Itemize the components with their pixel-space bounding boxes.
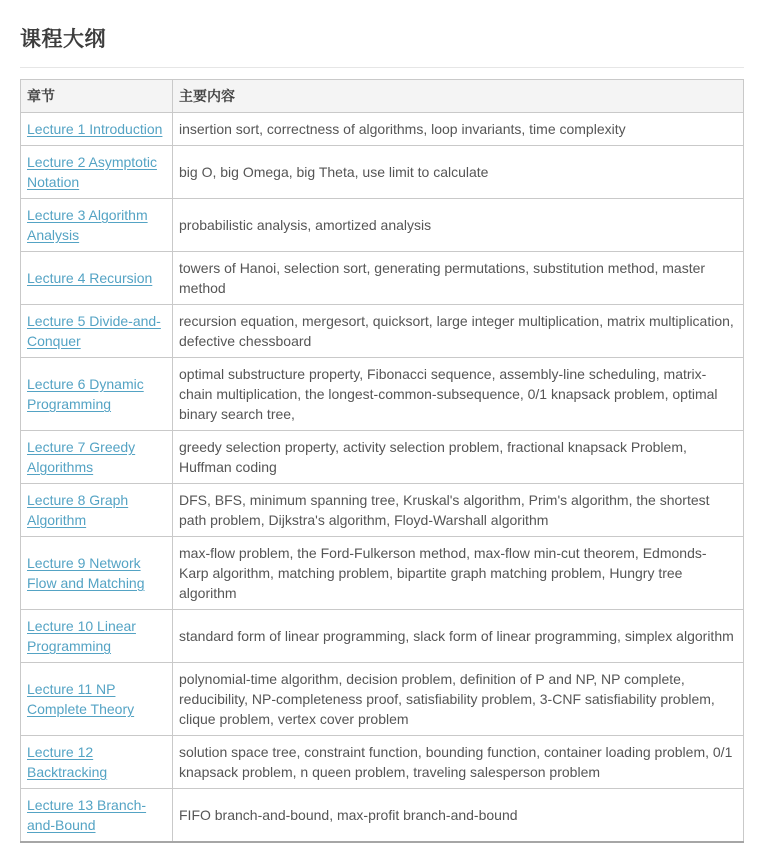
table-header-row xyxy=(21,80,744,113)
chapter-cell xyxy=(21,252,173,305)
column-header-content: 主要内容 xyxy=(173,80,744,113)
chapter-cell xyxy=(21,537,173,610)
content-cell: big O, big Omega, big Theta, use limit to calculate xyxy=(173,146,744,199)
chapter-cell xyxy=(21,789,173,843)
table-row xyxy=(21,113,744,146)
title-divider xyxy=(20,67,744,68)
lecture-link[interactable]: Lecture 12 Backtracking xyxy=(27,744,108,780)
chapter-cell xyxy=(21,736,173,789)
lecture-link[interactable]: Lecture 1 Introduction xyxy=(27,121,163,137)
content-cell: solution space tree, constraint function, bounding function, container loading problem, 0/1 knapsack problem, n queen problem, traveling salesperson problem xyxy=(173,736,744,789)
chapter-cell xyxy=(21,610,173,663)
chapter-cell xyxy=(21,358,173,431)
content-cell: greedy selection property, activity selection problem, fractional knapsack Problem, Huffman coding xyxy=(173,431,744,484)
table-row xyxy=(21,663,744,736)
table-row xyxy=(21,789,744,843)
content-cell: towers of Hanoi, selection sort, generating permutations, substitution method, master method xyxy=(173,252,744,305)
content-cell: DFS, BFS, minimum spanning tree, Kruskal's algorithm, Prim's algorithm, the shortest path problem, Dijkstra's algorithm, Floyd-Warshall algorithm xyxy=(173,484,744,537)
table-row xyxy=(21,610,744,663)
lecture-link[interactable]: Lecture 6 Dynamic Programming xyxy=(27,376,144,412)
table-row xyxy=(21,358,744,431)
lecture-link[interactable]: Lecture 10 Linear Programming xyxy=(27,618,136,654)
table-row xyxy=(21,199,744,252)
chapter-cell xyxy=(21,199,173,252)
content-cell: standard form of linear programming, slack form of linear programming, simplex algorithm xyxy=(173,610,744,663)
table-row xyxy=(21,736,744,789)
chapter-cell xyxy=(21,431,173,484)
content-cell: insertion sort, correctness of algorithms, loop invariants, time complexity xyxy=(173,113,744,146)
content-cell: optimal substructure property, Fibonacci sequence, assembly-line scheduling, matrix-chain multiplication, the longest-common-subsequence, 0/1 knapsack problem, optimal binary search tree, xyxy=(173,358,744,431)
lecture-link[interactable]: Lecture 4 Recursion xyxy=(27,270,153,286)
lecture-link[interactable]: Lecture 13 Branch-and-Bound xyxy=(27,797,147,833)
table-row xyxy=(21,146,744,199)
content-cell: polynomial-time algorithm, decision problem, definition of P and NP, NP complete, reducibility, NP-completeness proof, satisfiability problem, 3-CNF satisfiability problem, clique problem, vertex cover problem xyxy=(173,663,744,736)
content-cell: probabilistic analysis, amortized analysis xyxy=(173,199,744,252)
lecture-link[interactable]: Lecture 2 Asymptotic Notation xyxy=(27,154,157,190)
column-header-chapter: 章节 xyxy=(21,80,173,113)
course-outline-table xyxy=(20,79,744,843)
chapter-cell xyxy=(21,113,173,146)
table-row xyxy=(21,305,744,358)
lecture-link[interactable]: Lecture 8 Graph Algorithm xyxy=(27,492,129,528)
chapter-cell xyxy=(21,484,173,537)
lecture-link[interactable]: Lecture 11 NP Complete Theory xyxy=(27,681,135,717)
table-row xyxy=(21,484,744,537)
table-row xyxy=(21,537,744,610)
chapter-cell xyxy=(21,146,173,199)
table-row xyxy=(21,431,744,484)
lecture-link[interactable]: Lecture 3 Algorithm Analysis xyxy=(27,207,148,243)
page-title: 课程大纲 xyxy=(20,28,106,51)
content-cell: recursion equation, mergesort, quicksort, large integer multiplication, matrix multiplication, defective chessboard xyxy=(173,305,744,358)
lecture-link[interactable]: Lecture 7 Greedy Algorithms xyxy=(27,439,136,475)
lecture-link[interactable]: Lecture 5 Divide-and-Conquer xyxy=(27,313,161,349)
content-cell: FIFO branch-and-bound, max-profit branch-and-bound xyxy=(173,789,744,843)
chapter-cell xyxy=(21,305,173,358)
content-cell: max-flow problem, the Ford-Fulkerson method, max-flow min-cut theorem, Edmonds-Karp algorithm, matching problem, bipartite graph matching problem, Hungry tree algorithm xyxy=(173,537,744,610)
table-row xyxy=(21,252,744,305)
lecture-link[interactable]: Lecture 9 Network Flow and Matching xyxy=(27,555,145,591)
chapter-cell xyxy=(21,663,173,736)
